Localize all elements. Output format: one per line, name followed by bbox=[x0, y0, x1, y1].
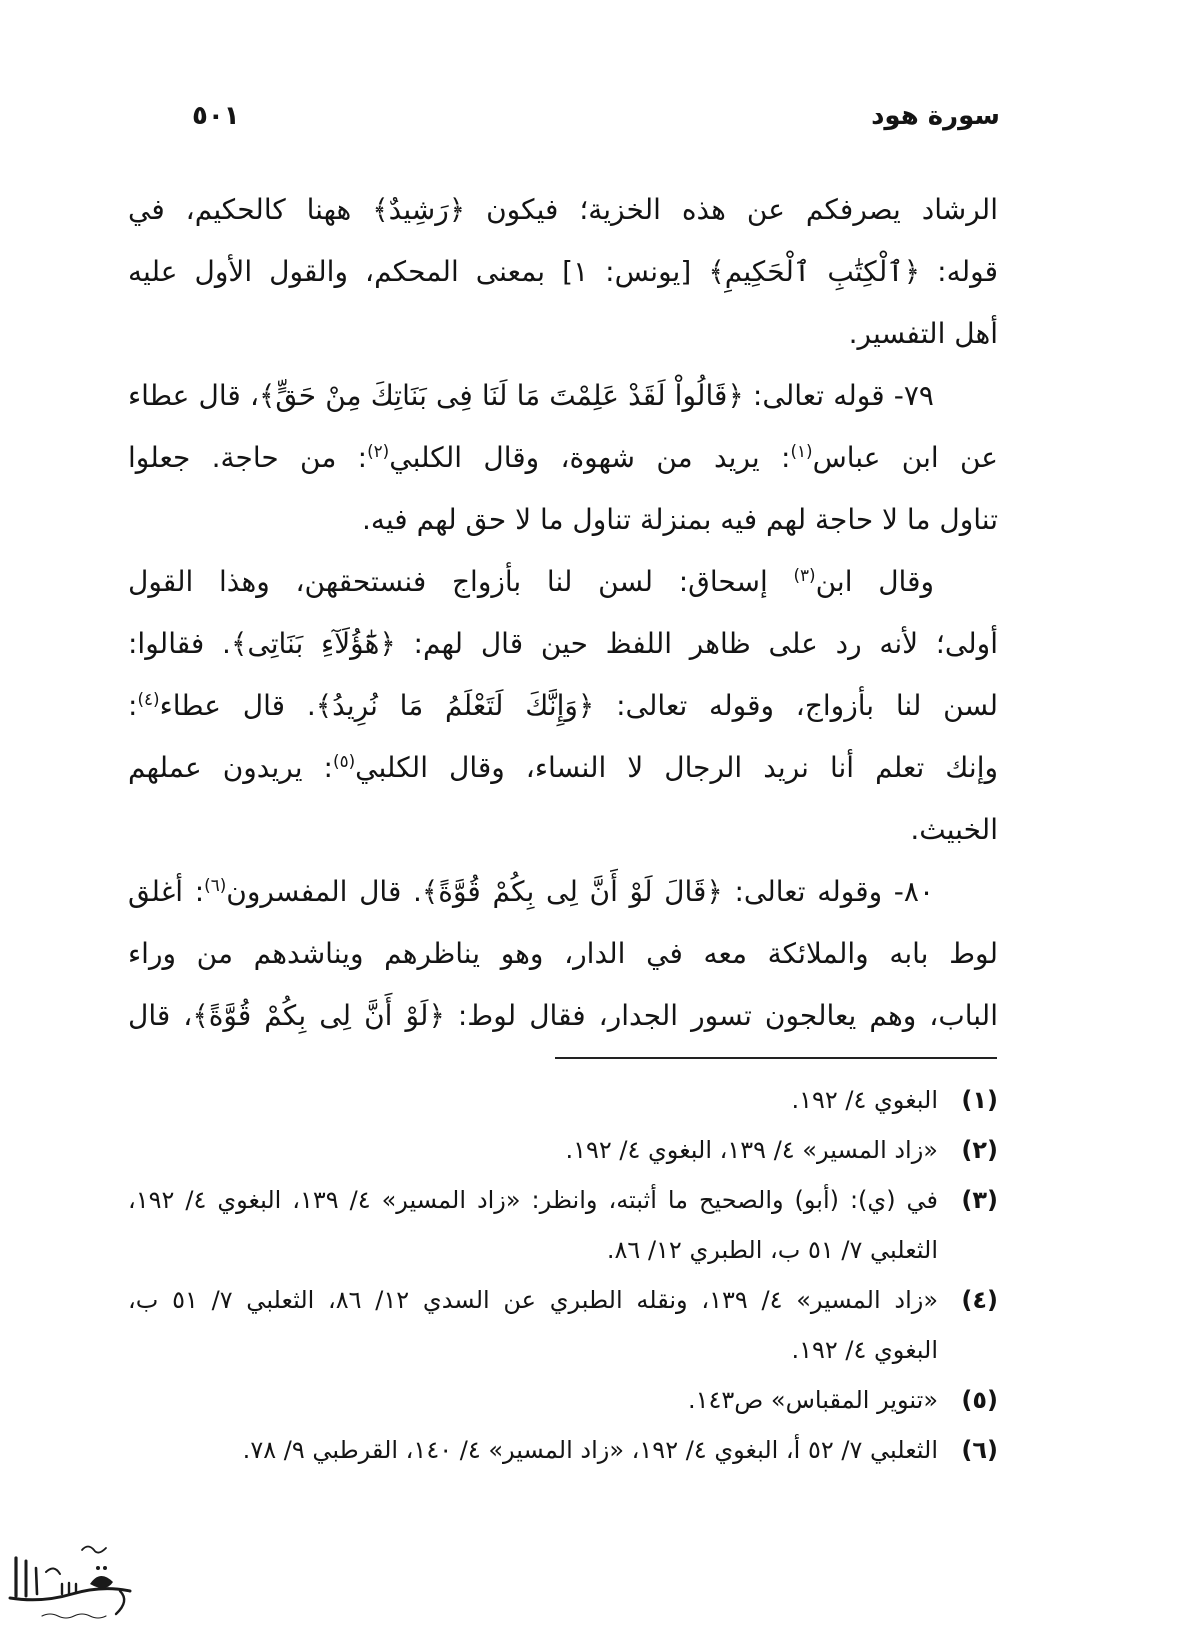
footnotes bbox=[128, 1075, 998, 1475]
footnote bbox=[128, 1375, 998, 1425]
text-run: الرشاد يصرفكم عن هذه الخزية؛ فيكون bbox=[465, 193, 998, 226]
text-run: ٨٠- وقوله تعالى: bbox=[722, 875, 934, 908]
text-line bbox=[128, 675, 998, 737]
text-run: قوله: bbox=[920, 255, 998, 288]
text-line bbox=[128, 303, 998, 365]
text-line bbox=[128, 923, 998, 985]
text-line bbox=[128, 427, 998, 489]
watermark-logo bbox=[2, 1528, 152, 1628]
text-line bbox=[128, 489, 998, 551]
text-run: : يريد من شهوة، وقال الكلبي bbox=[389, 441, 791, 474]
footnote-text bbox=[128, 1125, 938, 1175]
footnote bbox=[128, 1175, 998, 1275]
page-number: ٥٠١ bbox=[192, 101, 240, 131]
footnote-marker: (٢) bbox=[961, 1136, 998, 1164]
text-run: عن ابن عباس bbox=[812, 441, 998, 474]
text-run: : يريدون عملهم bbox=[128, 751, 333, 784]
footnote-line: «تنوير المقباس» ص١٤٣. bbox=[687, 1386, 938, 1414]
text-line bbox=[128, 985, 998, 1047]
paragraph bbox=[128, 179, 998, 365]
text-line bbox=[128, 737, 998, 799]
paragraph bbox=[128, 365, 998, 551]
text-line bbox=[128, 551, 998, 613]
text-run: : bbox=[128, 689, 138, 722]
text-run: ، قال عطاء bbox=[128, 379, 259, 412]
text-run: أولى؛ لأنه رد على ظاهر اللفظ حين قال لهم: bbox=[395, 627, 998, 660]
watermark-stroke bbox=[90, 1576, 113, 1588]
text-run: الخبيث. bbox=[910, 813, 998, 846]
footnote-line: «زاد المسير» ٤/ ١٣٩، البغوي ٤/ ١٩٢. bbox=[565, 1136, 938, 1164]
footnote-marker: (٥) bbox=[961, 1386, 998, 1414]
quran-quote: ﴿هَٰٓؤُلَآءِ بَنَاتِى﴾ bbox=[230, 627, 396, 660]
footnote-marker: (٦) bbox=[961, 1436, 998, 1464]
surah-name: سورة هود bbox=[871, 101, 1000, 131]
watermark-dot bbox=[96, 1566, 100, 1570]
footnote-line: الثعلبي ٧/ ٥١ ب، الطبري ١٢/ ٨٦. bbox=[606, 1236, 938, 1264]
footnote-line: في (ي): (أبو) والصحيح ما أثبته، وانظر: «زاد المسير» ٤/ ١٣٩، البغوي ٤/ ١٩٢، bbox=[128, 1186, 938, 1214]
watermark-stroke bbox=[42, 1614, 106, 1618]
quran-quote: ﴿لَوْ أَنَّ لِى بِكُمْ قُوَّةً﴾ bbox=[192, 999, 445, 1032]
paragraph bbox=[128, 551, 998, 861]
footnote-marker: (٤) bbox=[961, 1286, 998, 1314]
text-run: . قال المفسرون bbox=[226, 875, 422, 908]
text-line bbox=[128, 179, 998, 241]
text-run: إسحاق: لسن لنا بأزواج فنستحقهن، وهذا القول bbox=[128, 565, 794, 598]
footnote-text bbox=[128, 1175, 938, 1275]
paragraph bbox=[128, 861, 998, 1047]
footnote-ref: (١) bbox=[790, 440, 813, 461]
text-run: وقال ابن bbox=[815, 565, 934, 598]
footnote-text bbox=[128, 1275, 938, 1375]
footnote-marker: (١) bbox=[961, 1086, 998, 1114]
quran-quote: ﴿ٱلْكِتَٰبِ ٱلْحَكِيمِ﴾ bbox=[708, 255, 921, 288]
text-run: لوط بابه والملائكة معه في الدار، وهو يناظرهم ويناشدهم من وراء bbox=[128, 937, 998, 970]
text-run: ههنا كالحكيم، في bbox=[128, 193, 373, 226]
footnote-text bbox=[128, 1375, 938, 1425]
watermark-stroke bbox=[46, 1568, 60, 1574]
footnote-marker: (٣) bbox=[961, 1186, 998, 1214]
footnote-ref: (٢) bbox=[367, 440, 390, 461]
text-run: . قال عطاء bbox=[159, 689, 316, 722]
watermark-stroke bbox=[116, 1591, 124, 1614]
text-line bbox=[128, 613, 998, 675]
text-run: وإنك تعلم أنا نريد الرجال لا النساء، وقال الكلبي bbox=[355, 751, 998, 784]
watermark-stroke bbox=[36, 1568, 37, 1594]
footnote-text bbox=[128, 1425, 938, 1475]
watermark-dot bbox=[103, 1566, 107, 1570]
footnote bbox=[128, 1125, 998, 1175]
text-run: لسن لنا بأزواج، وقوله تعالى: bbox=[594, 689, 998, 722]
main-text bbox=[128, 179, 998, 1047]
footnote bbox=[128, 1425, 998, 1475]
text-run: : أغلق bbox=[128, 875, 205, 908]
text-run: : من حاجة. جعلوا bbox=[128, 441, 368, 474]
footnote-line: الثعلبي ٧/ ٥٢ أ، البغوي ٤/ ١٩٢، «زاد المسير» ٤/ ١٤٠، القرطبي ٩/ ٧٨. bbox=[242, 1436, 938, 1464]
text-line bbox=[128, 241, 998, 303]
watermark-stroke bbox=[82, 1547, 106, 1553]
footnote-ref: (٥) bbox=[333, 750, 356, 771]
footnote-ref: (٤) bbox=[137, 688, 160, 709]
footnote-ref: (٦) bbox=[204, 874, 227, 895]
footnote-line: البغوي ٤/ ١٩٢. bbox=[791, 1086, 938, 1114]
text-run: ، قال bbox=[128, 999, 193, 1032]
footnote-divider bbox=[555, 1057, 997, 1059]
text-run: أهل التفسير. bbox=[848, 317, 998, 350]
footnote-line: البغوي ٤/ ١٩٢. bbox=[791, 1336, 938, 1364]
text-line bbox=[128, 365, 998, 427]
footnote-text bbox=[128, 1075, 938, 1125]
footnote bbox=[128, 1275, 998, 1375]
text-line bbox=[128, 799, 998, 861]
text-run: الباب، وهم يعالجون تسور الجدار، فقال لوط: bbox=[444, 999, 998, 1032]
quran-quote: ﴿قَالُواْ لَقَدْ عَلِمْتَ مَا لَنَا فِى بَنَاتِكَ مِنْ حَقٍّ﴾ bbox=[259, 379, 744, 412]
quran-quote: ﴿قَالَ لَوْ أَنَّ لِى بِكُمْ قُوَّةً﴾ bbox=[421, 875, 723, 908]
footnote-line: «زاد المسير» ٤/ ١٣٩، ونقله الطبري عن السدي ١٢/ ٨٦، الثعلبي ٧/ ٥١ ب، bbox=[128, 1286, 938, 1314]
text-line bbox=[128, 861, 998, 923]
text-run: ٧٩- قوله تعالى: bbox=[743, 379, 934, 412]
footnote-ref: (٣) bbox=[793, 564, 816, 585]
quran-quote: ﴿رَشِيدٌ﴾ bbox=[372, 193, 466, 226]
text-run: [يونس: ١] بمعنى المحكم، والقول الأول عليه bbox=[128, 255, 709, 288]
text-run: . فقالوا: bbox=[128, 627, 231, 660]
footnote bbox=[128, 1075, 998, 1125]
text-run: تناول ما لا حاجة لهم فيه بمنزلة تناول ما لا حق لهم فيه. bbox=[361, 503, 998, 536]
page-header bbox=[192, 96, 1000, 136]
quran-quote: ﴿وَإِنَّكَ لَتَعْلَمُ مَا نُرِيدُ﴾ bbox=[315, 689, 595, 722]
